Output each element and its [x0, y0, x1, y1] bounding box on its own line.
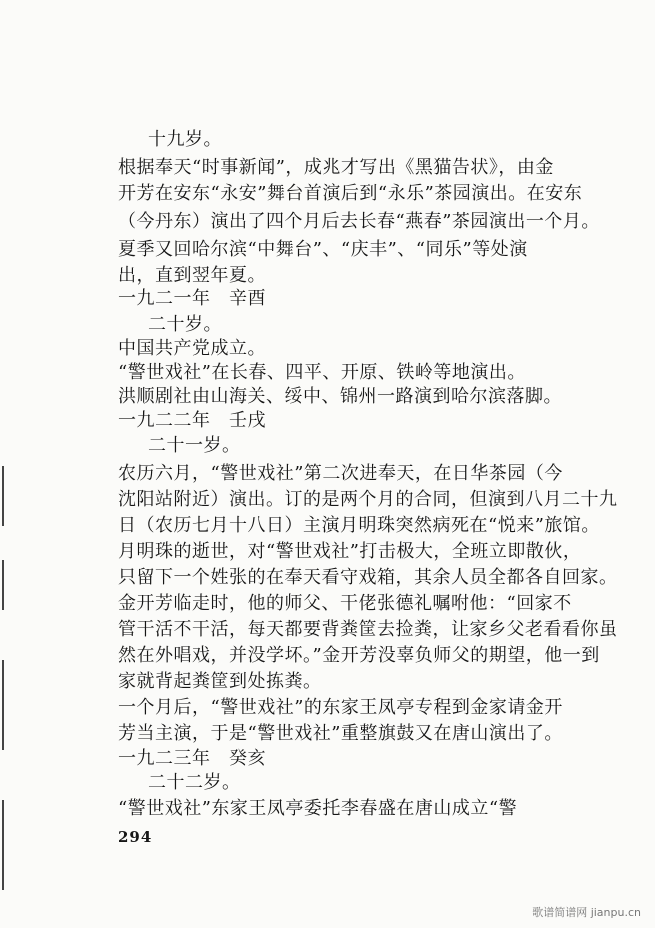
section-heading: 一九二二年 壬戌 — [118, 410, 266, 431]
text-line: 家就背起粪筐到处拣粪。 — [118, 671, 322, 692]
text-line: 沈阳站附近）演出。订的是两个月的合同，但演到八月二十九 — [118, 489, 618, 510]
text-line: 开芳在安东“永安”舞台首演后到“永乐”茶园演出。在安东 — [118, 183, 583, 204]
text-line: 金开芳临走时，他的师父、干佬张德礼嘱咐他：“回家不 — [118, 593, 572, 614]
text-line: 农历六月，“警世戏社”第二次进奉天，在日华茶园（今 — [118, 463, 563, 484]
text-line: 中国共产党成立。 — [118, 338, 266, 359]
text-line: 管干活不干活，每天都要背粪筐去捡粪，让家乡父老看看你虽 — [118, 619, 618, 640]
text-line: “警世戏社”在长春、四平、开原、铁岭等地演出。 — [118, 362, 526, 383]
watermark: 歌谱简谱网 jianpu.cn — [532, 906, 641, 919]
text-line: 芳当主演，于是“警世戏社”重整旗鼓又在唐山演出了。 — [118, 723, 563, 744]
section-heading: 一九二一年 辛酉 — [118, 288, 266, 309]
text-line: 洪顺剧社由山海关、绥中、锦州一路演到哈尔滨落脚。 — [118, 386, 562, 407]
text-line: 只留下一个姓张的在奉天看守戏箱，其余人员全都各自回家。 — [118, 567, 618, 588]
text-line: 二十二岁。 — [148, 772, 241, 793]
margin-mark — [2, 560, 4, 610]
text-line: 一个月后，“警世戏社”的东家王凤亭专程到金家请金开 — [118, 697, 563, 718]
text-line: 日（农历七月十八日）主演月明珠突然病死在“悦来”旅馆。 — [118, 515, 600, 536]
text-line: 然在外唱戏，并没学坏。”金开芳没辜负师父的期望，他一到 — [118, 645, 600, 666]
text-line: 二十岁。 — [148, 314, 222, 335]
text-line: “警世戏社”东家王凤亭委托李春盛在唐山成立“警 — [118, 798, 518, 819]
text-line: 根据奉天“时事新闻”，成兆才写出《黑猫告状》，由金 — [118, 157, 554, 178]
page-number: 294 — [118, 828, 153, 846]
text-line: （今丹东）演出了四个月后去长春“燕春”茶园演出一个月。 — [118, 211, 600, 232]
margin-mark — [2, 660, 4, 750]
margin-mark — [2, 800, 4, 890]
margin-mark — [2, 466, 4, 526]
text-line: 二十一岁。 — [148, 435, 241, 456]
text-line: 出，直到翌年夏。 — [118, 265, 266, 286]
text-line: 十九岁。 — [148, 129, 222, 150]
text-line: 月明珠的逝世，对“警世戏社”打击极大，全班立即散伙， — [118, 541, 582, 562]
text-line: 夏季又回哈尔滨“中舞台”、“庆丰”、“同乐”等处演 — [118, 239, 528, 260]
section-heading: 一九二三年 癸亥 — [118, 748, 266, 769]
